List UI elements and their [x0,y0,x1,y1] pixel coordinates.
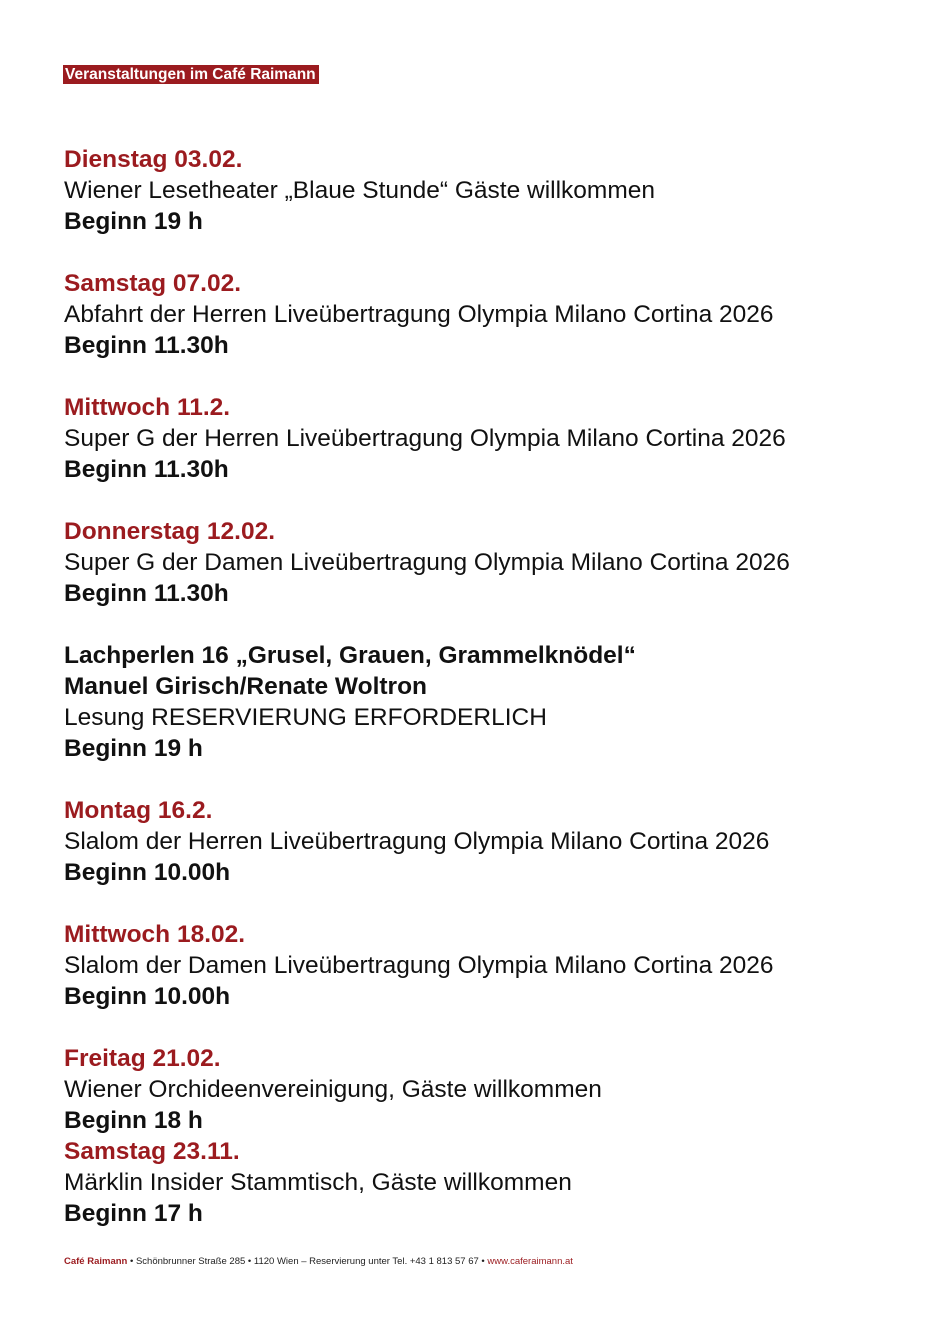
event-item [64,1043,914,1136]
event-item [64,795,914,888]
footer-website-link[interactable]: www.caferaimann.at [487,1256,573,1267]
event-description: Wiener Lesetheater „Blaue Stunde“ Gäste willkommen [64,177,656,204]
event-item [64,516,914,609]
event-item [64,1136,914,1229]
event-date: Dienstag 03.02. [64,146,243,173]
event-description: Super G der Damen Liveübertragung Olympia Milano Cortina 2026 [64,549,790,576]
event-date: Donnerstag 12.02. [64,518,276,545]
event-description: Super G der Herren Liveübertragung Olympia Milano Cortina 2026 [64,425,786,452]
event-item [64,640,914,764]
event-time: Beginn 17 h [64,1200,203,1227]
event-date: Samstag 07.02. [64,270,242,297]
event-description: Slalom der Herren Liveübertragung Olympia Milano Cortina 2026 [64,828,770,855]
event-time: Beginn 10.00h [64,859,231,886]
event-time: Beginn 18 h [64,1107,203,1134]
event-authors: Manuel Girisch/Renate Woltron [64,673,428,700]
event-date: Mittwoch 18.02. [64,921,246,948]
event-time: Beginn 11.30h [64,456,229,483]
event-description: Slalom der Damen Liveübertragung Olympia Milano Cortina 2026 [64,952,774,979]
event-item [64,268,914,361]
event-item [64,144,914,237]
event-date: Freitag 21.02. [64,1045,221,1072]
event-description: Wiener Orchideenvereinigung, Gäste willkommen [64,1076,602,1103]
event-time: Beginn 19 h [64,208,203,235]
event-time: Beginn 11.30h [64,580,229,607]
event-time: Beginn 19 h [64,735,203,762]
event-description: Märklin Insider Stammtisch, Gäste willkommen [64,1169,572,1196]
page-title: Veranstaltungen im Café Raimann [63,65,319,84]
event-date: Samstag 23.11. [64,1138,240,1165]
event-description: Abfahrt der Herren Liveübertragung Olympia Milano Cortina 2026 [64,301,774,328]
event-title: Lachperlen 16 „Grusel, Grauen, Grammelknödel“ [64,642,636,669]
event-list [64,144,914,1229]
event-item [64,919,914,1012]
event-description: Lesung RESERVIERUNG ERFORDERLICH [64,704,547,731]
footer-address: • Schönbrunner Straße 285 • 1120 Wien – Reservierung unter Tel. +43 1 813 57 67 • [127,1256,488,1267]
event-date: Mittwoch 11.2. [64,394,231,421]
event-item [64,392,914,485]
event-date: Montag 16.2. [64,797,213,824]
footer [64,1256,573,1268]
event-time: Beginn 10.00h [64,983,231,1010]
footer-brand: Café Raimann [64,1256,128,1267]
event-time: Beginn 11.30h [64,332,229,359]
